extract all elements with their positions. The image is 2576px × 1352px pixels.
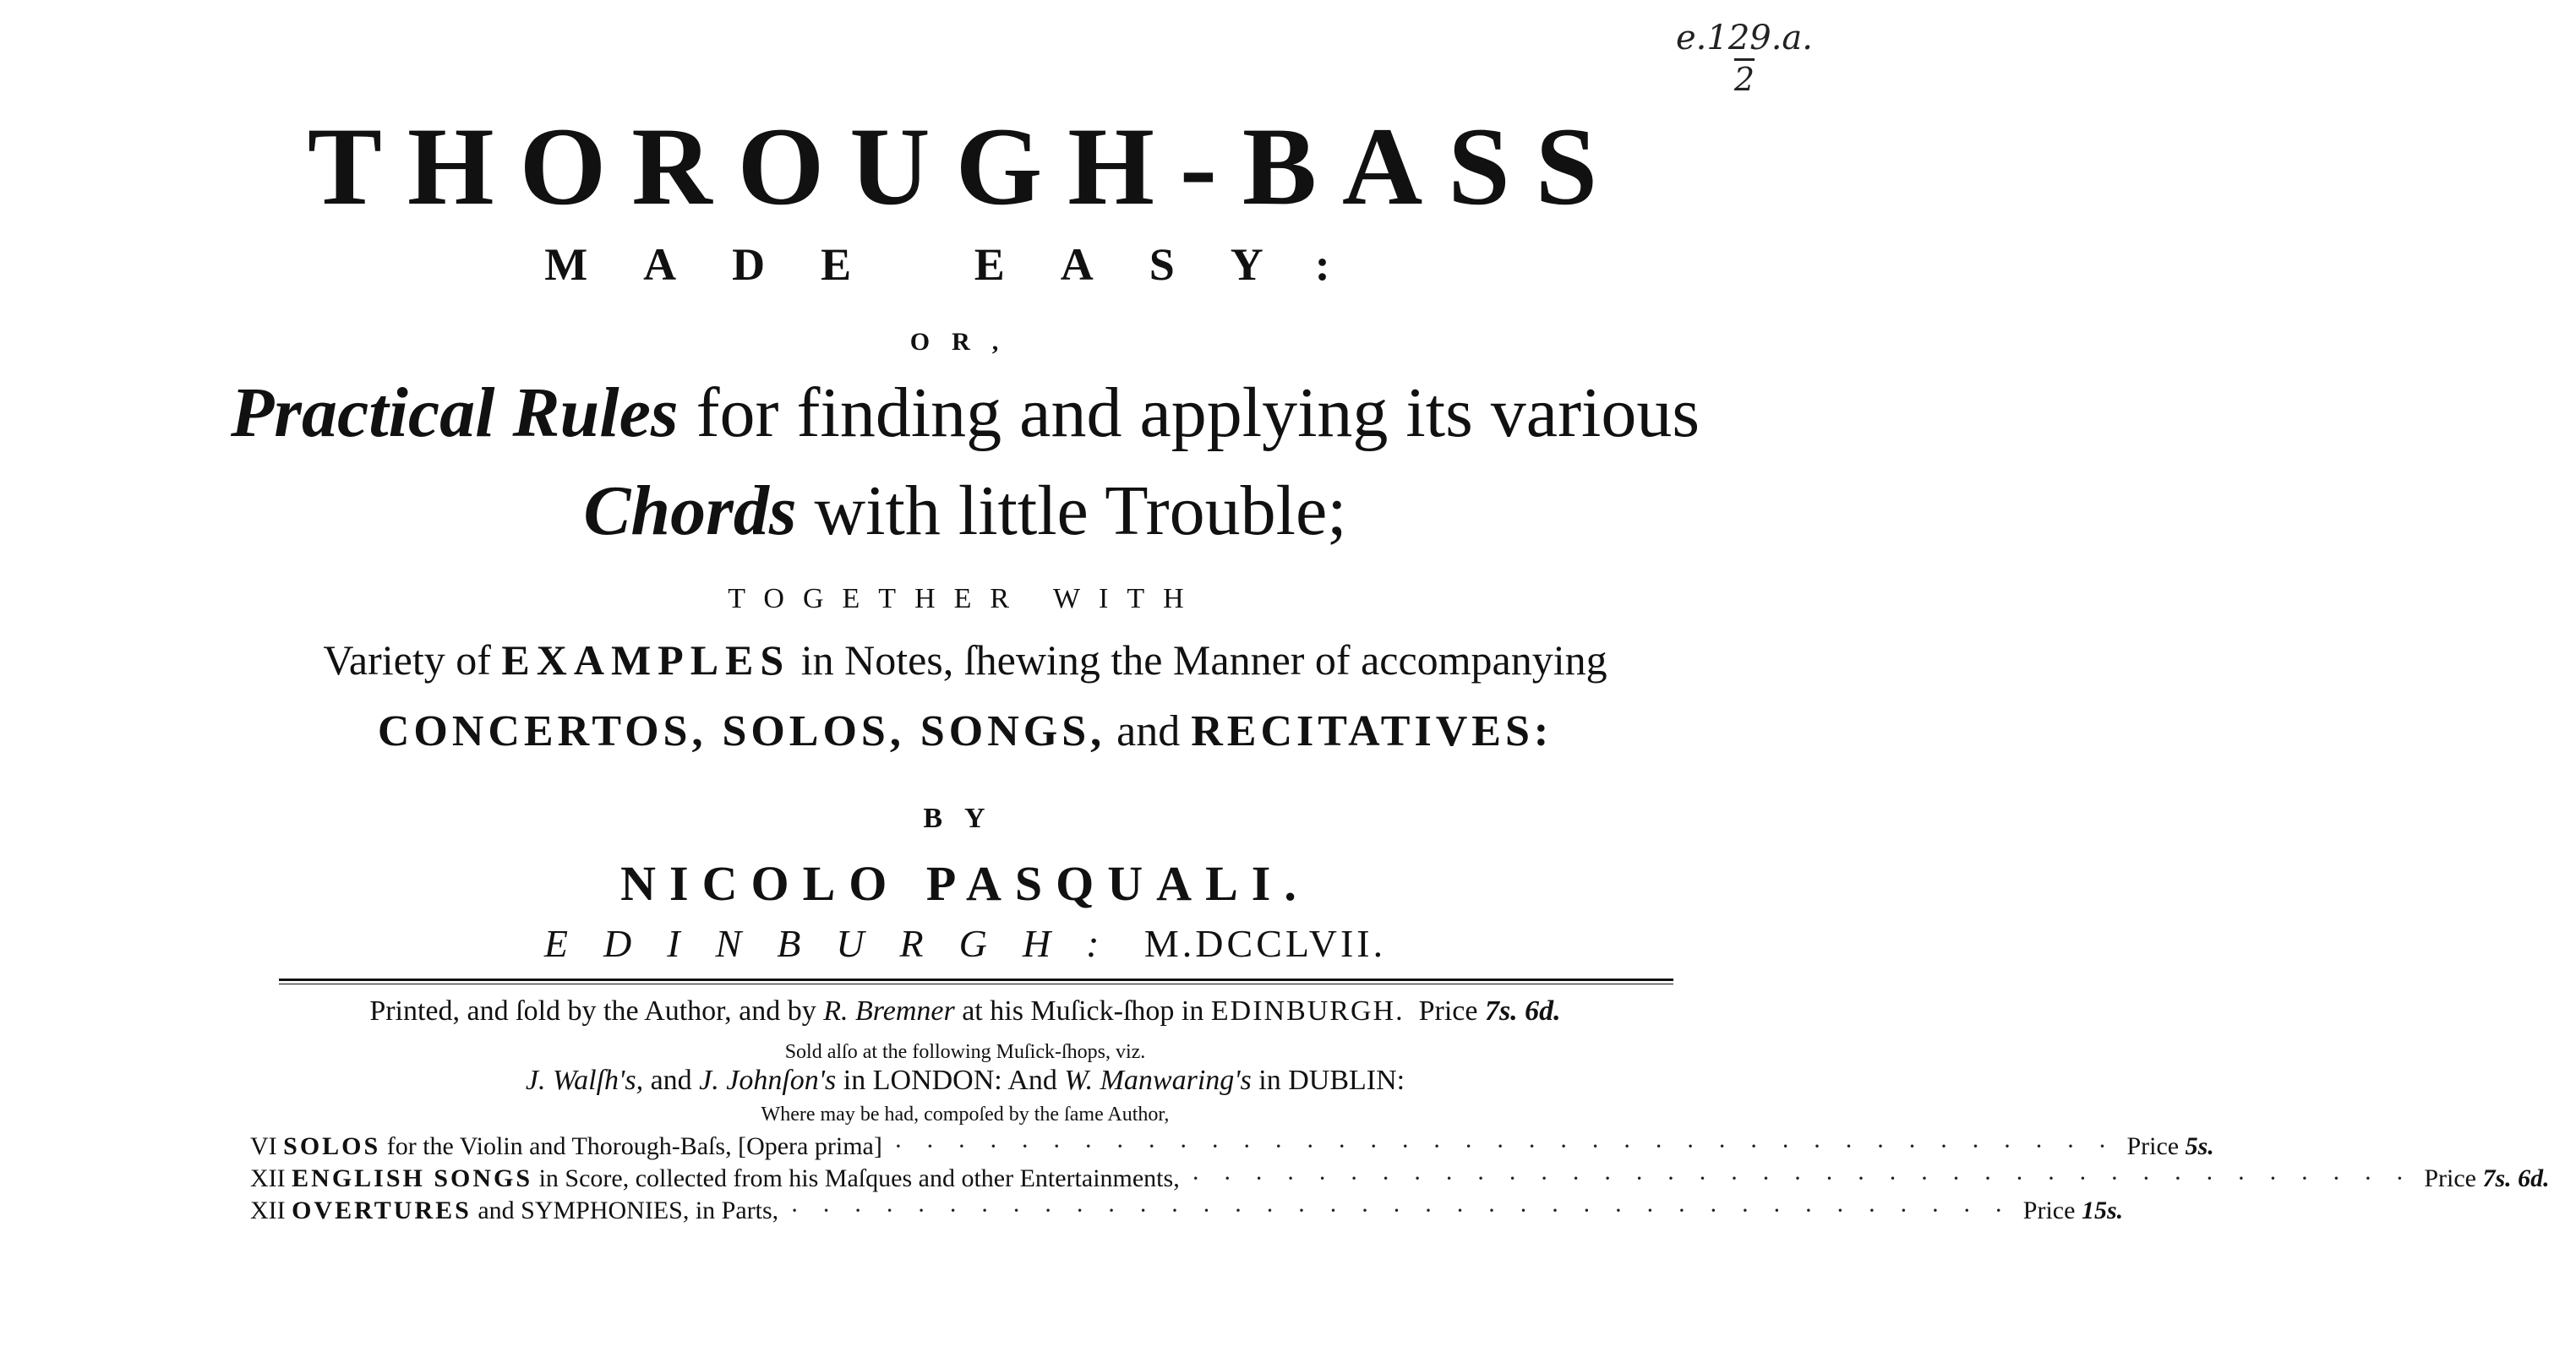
work-number: XII xyxy=(250,1164,292,1192)
imprint-year: M.DCCLVII. xyxy=(1143,922,1387,965)
by-line: BY xyxy=(923,803,1007,834)
divider-rule xyxy=(279,979,1673,984)
imprint-place: EDINBURGH: xyxy=(543,922,1135,965)
in-dublin: in DUBLIN: xyxy=(1251,1065,1405,1096)
work-number: XII xyxy=(250,1197,292,1224)
printed-city: EDINBURGH. xyxy=(1210,995,1405,1027)
work-price xyxy=(2023,1197,2175,1225)
work-caps: SOLOS xyxy=(283,1132,381,1160)
work-rest: in Score, collected from his Maſques and other Entertainments, xyxy=(532,1164,1180,1192)
work-rest: for the Violin and Thorough-Baſs, [Opera prima] xyxy=(380,1132,882,1160)
work-price-label: Price xyxy=(2022,1197,2082,1224)
description-line-1 xyxy=(0,372,1930,454)
shelfmark xyxy=(1635,19,1854,98)
sellers-line xyxy=(0,1065,1930,1097)
author-name: NICOLO PASQUALI. xyxy=(620,856,1310,911)
in-london: in LONDON: And xyxy=(836,1065,1065,1096)
practical-rules-text: Practical Rules xyxy=(230,373,679,452)
johnson-name: J. Johnſon's xyxy=(699,1065,837,1096)
concertos-line xyxy=(0,706,1930,756)
together-with-line: TOGETHER WITH xyxy=(728,583,1203,614)
concertos-part-2: RECITATIVES: xyxy=(1191,707,1553,755)
leader-dots: · · · · · · · · · · · · · · · · · · · · · · · · · · · · · · · · · · · · · · · xyxy=(1191,1164,2413,1192)
variety-line xyxy=(0,635,1930,684)
or-line: OR, xyxy=(909,328,1021,356)
leader-dots: · · · · · · · · · · · · · · · · · · · · · · · · · · · · · · · · · · · · · · · xyxy=(893,1132,2115,1160)
list-item xyxy=(250,1132,2214,1164)
work-price xyxy=(2424,1164,2576,1193)
variety-post: in Notes, ſhewing the Manner of accompanying xyxy=(790,636,1607,684)
subtitle: MADE EASY: xyxy=(544,239,1386,290)
concertos-and: and xyxy=(1105,707,1192,755)
description-line-2 xyxy=(0,470,1930,552)
description-line-1-rest: for finding and applying its various xyxy=(678,373,1700,452)
work-rest: and SYMPHONIES, in Parts, xyxy=(471,1197,779,1224)
shelfmark-sub: 2 xyxy=(1733,61,1755,98)
list-item xyxy=(250,1164,2550,1197)
shelfmark-number: e.129.a. xyxy=(1675,19,1813,57)
variety-pre: Variety of xyxy=(323,636,502,684)
printed-line xyxy=(0,995,1930,1028)
work-title xyxy=(250,1197,778,1225)
works-list xyxy=(250,1132,2550,1229)
work-title xyxy=(250,1164,1180,1193)
work-price-amount: 5s. xyxy=(2185,1132,2214,1160)
printed-pre: Printed, and ſold by the Author, and by xyxy=(369,995,824,1027)
work-number: VI xyxy=(250,1132,284,1160)
leader-dots: · · · · · · · · · · · · · · · · · · · · · · · · · · · · · · · · · · · · · · · xyxy=(790,1197,2011,1224)
bremner-name: R. Bremner xyxy=(823,995,955,1027)
work-price-label: Price xyxy=(2424,1164,2483,1192)
list-item xyxy=(250,1197,2124,1229)
walsh-name: J. Walſh's, xyxy=(525,1065,644,1096)
printed-price: 7s. 6d. xyxy=(1484,995,1561,1027)
printed-mid: at his Muſick-ſhop in xyxy=(954,995,1211,1027)
walsh-and: and xyxy=(643,1065,700,1096)
work-caps: ENGLISH SONGS xyxy=(292,1164,533,1192)
chords-text: Chords xyxy=(583,472,797,550)
where-line: Where may be had, compoſed by the ſame Author, xyxy=(761,1104,1170,1126)
work-price-amount: 7s. 6d. xyxy=(2482,1164,2550,1192)
imprint-line xyxy=(0,921,1930,966)
concertos-part-1: CONCERTOS, SOLOS, SONGS, xyxy=(377,707,1106,755)
examples-text: EXAMPLES xyxy=(501,636,791,684)
manwaring-name: W. Manwaring's xyxy=(1064,1065,1252,1096)
sold-also-line: Sold alſo at the following Muſick-ſhops, viz. xyxy=(784,1041,1146,1063)
description-line-2-rest: with little Trouble; xyxy=(796,472,1347,550)
work-price-label: Price xyxy=(2126,1132,2186,1160)
printed-price-label: Price xyxy=(1404,995,1485,1027)
work-caps: OVERTURES xyxy=(292,1197,472,1224)
work-price-amount: 15s. xyxy=(2081,1197,2124,1224)
work-price xyxy=(2126,1132,2279,1161)
work-title xyxy=(250,1132,882,1161)
main-title: THOROUGH-BASS xyxy=(307,104,1624,228)
